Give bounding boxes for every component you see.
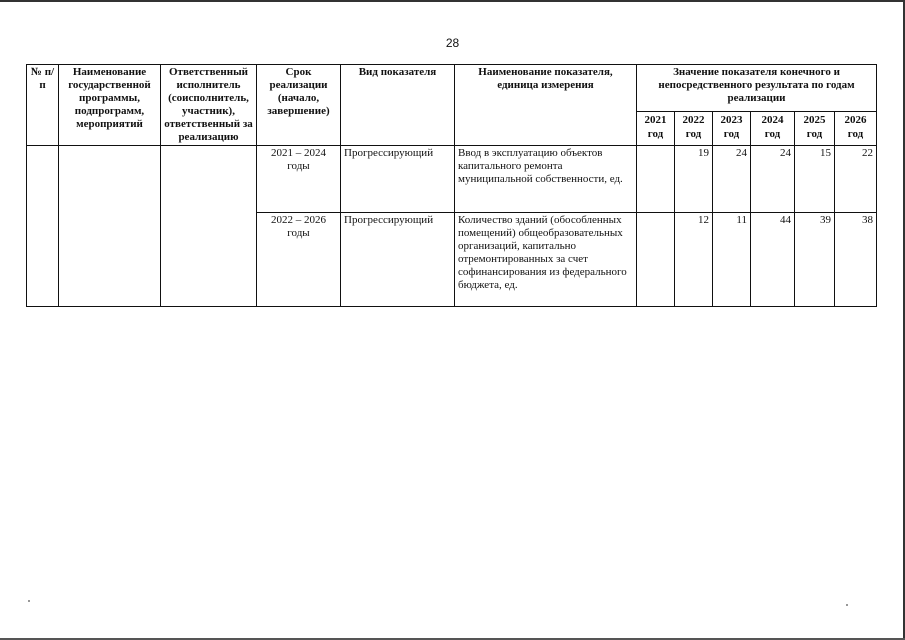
table-row xyxy=(27,146,877,213)
header-year: 2022 год xyxy=(675,111,713,145)
cell-indicator-name: Количество зданий (обособленных помещений) общеобразовательных организаций, капитально отремонтированных за счет софинансирования из федерального бюджета, ед. xyxy=(455,213,637,307)
header-num: № п/п xyxy=(27,65,59,146)
cell-value-2026: 22 xyxy=(835,146,877,213)
cell-term: 2022 – 2026 годы xyxy=(257,213,341,307)
header-year: 2026 год xyxy=(835,111,877,145)
cell-value-2023: 24 xyxy=(713,146,751,213)
cell-value-2024: 24 xyxy=(751,146,795,213)
cell-value-2022: 19 xyxy=(675,146,713,213)
cell-indicator-type: Прогрессирующий xyxy=(341,146,455,213)
cell-value-2021 xyxy=(637,146,675,213)
cell-num xyxy=(27,146,59,307)
header-term: Срок реализации (начало, завершение) xyxy=(257,65,341,146)
header-indicator-name: Наименование показателя, единица измерения xyxy=(455,65,637,146)
scan-border-top xyxy=(0,0,905,2)
cell-value-2025: 39 xyxy=(795,213,835,307)
cell-indicator-type: Прогрессирующий xyxy=(341,213,455,307)
header-program: Наименование государственной программы, подпрограмм, мероприятий xyxy=(59,65,161,146)
header-indicator-type: Вид показателя xyxy=(341,65,455,146)
header-year: 2025 год xyxy=(795,111,835,145)
cell-indicator-name: Ввод в эксплуатацию объектов капитального ремонта муниципальной собственности, ед. xyxy=(455,146,637,213)
header-year: 2023 год xyxy=(713,111,751,145)
header-executor: Ответственный исполнитель (соисполнитель, участник), ответственный за реализацию xyxy=(161,65,257,146)
cell-value-2024: 44 xyxy=(751,213,795,307)
cell-value-2023: 11 xyxy=(713,213,751,307)
scan-speck xyxy=(846,604,848,606)
cell-program xyxy=(59,146,161,307)
cell-value-2022: 12 xyxy=(675,213,713,307)
header-year: 2024 год xyxy=(751,111,795,145)
header-year: 2021 год xyxy=(637,111,675,145)
scan-speck xyxy=(28,600,30,602)
cell-value-2026: 38 xyxy=(835,213,877,307)
cell-value-2021 xyxy=(637,213,675,307)
indicator-table xyxy=(26,64,877,307)
header-row-1 xyxy=(27,65,877,112)
cell-value-2025: 15 xyxy=(795,146,835,213)
page-number: 28 xyxy=(445,36,460,50)
cell-executor xyxy=(161,146,257,307)
header-values-group: Значение показателя конечного и непосредственного результата по годам реализации xyxy=(637,65,877,112)
cell-term: 2021 – 2024 годы xyxy=(257,146,341,213)
